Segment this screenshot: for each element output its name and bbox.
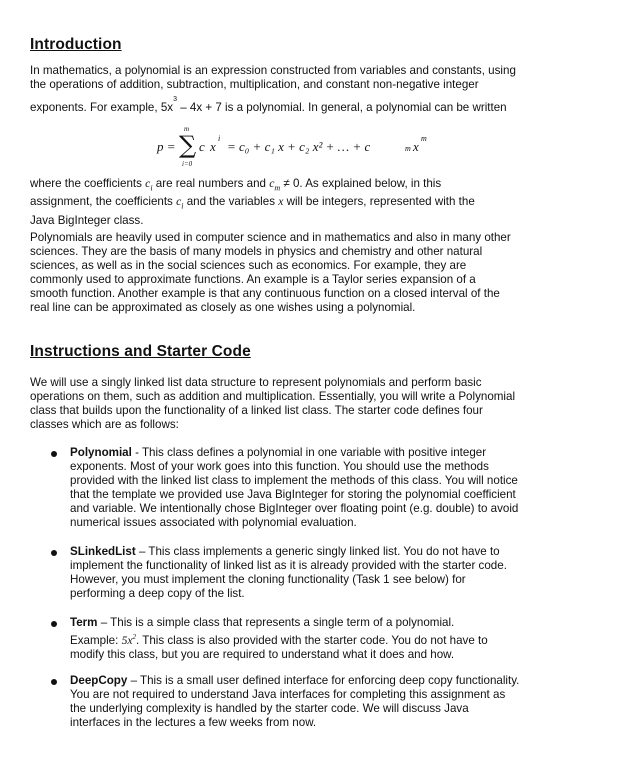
text-fragment: – 4x + 7 is a polynomial. In general, a polynomial can be written bbox=[176, 100, 507, 114]
class-name: Polynomial bbox=[70, 446, 132, 459]
text-fragment: Example: bbox=[70, 633, 122, 647]
bullet-marker bbox=[51, 550, 57, 556]
text-line: modify this class, but you are required to understand what it does and how. bbox=[70, 647, 455, 661]
text-line: real line can be approximated as closely as one wishes using a polynomial. bbox=[30, 301, 416, 314]
class-name: SLinkedList bbox=[70, 545, 136, 558]
exponent: 2 bbox=[132, 633, 137, 641]
text-line bbox=[70, 446, 560, 460]
bullet-item-slinkedlist bbox=[70, 545, 560, 601]
text-fragment: – This is a simple class that represents a single term of a polynomial. bbox=[97, 616, 455, 629]
bullet-item-polynomial bbox=[70, 446, 560, 530]
text-line: Polynomials are heavily used in computer science and in mathematics and also in many other bbox=[30, 231, 511, 244]
coefficient-symbol: c bbox=[269, 177, 275, 190]
rhs-subscript: m bbox=[405, 144, 411, 153]
text-line bbox=[30, 195, 575, 213]
subscript: i bbox=[150, 183, 153, 193]
coefficient-symbol: c bbox=[176, 195, 182, 209]
text-line bbox=[70, 674, 560, 688]
text-fragment: assignment, the coefficients bbox=[30, 195, 177, 209]
text-line bbox=[70, 616, 560, 630]
text-line: commonly used to approximate functions. An example is a Taylor series expansion of a bbox=[30, 273, 476, 286]
text-fragment: exponents. For example, 5x bbox=[30, 100, 174, 114]
text-fragment: ≠ 0. As explained below, in this bbox=[280, 177, 442, 190]
term-exponent: i bbox=[218, 134, 221, 143]
text-fragment: . This class is also provided with the starter code. You do not have to bbox=[136, 633, 488, 647]
text-fragment: – This is a small user defined interface for enforcing deep copy functionality. bbox=[127, 674, 520, 687]
text-line: You are not required to understand Java interfaces for completing this assignment as bbox=[70, 688, 506, 701]
text-fragment: – This class implements a generic singly linked list. You do not have to bbox=[135, 545, 500, 558]
text-fragment: - This class defines a polynomial in one variable with positive integer bbox=[131, 446, 487, 459]
term-variable: x bbox=[210, 139, 216, 154]
text-line: exponents. Most of your work goes into this function. You should use the methods bbox=[70, 460, 489, 473]
text-line: implement the functionality of linked list as it is already provided with the starter code. bbox=[70, 559, 507, 572]
text-line: provided with the linked list class to implement the methods of this class. You will notice bbox=[70, 474, 518, 487]
text-line: performing a deep copy of the list. bbox=[70, 587, 245, 600]
text-line: that the template we provided use Java BigInteger for storing the polynomial coefficient bbox=[70, 488, 516, 501]
sum-lower-limit: i=0 bbox=[182, 160, 193, 168]
intro-paragraph-1 bbox=[30, 64, 575, 115]
rhs-variable: x bbox=[413, 139, 419, 154]
formula-rhs: = c₀ + c₁ x + c₂ x² + … + c bbox=[227, 139, 371, 154]
text-line: operations on them, such as addition and multiplication. Essentially, you will write a Polynomial bbox=[30, 390, 516, 403]
section-title-instructions: Instructions and Starter Code bbox=[30, 343, 251, 360]
bullet-marker bbox=[51, 679, 57, 685]
bullet-marker bbox=[51, 621, 57, 627]
term-coefficient: c bbox=[199, 139, 205, 154]
bullet-marker bbox=[51, 451, 57, 457]
rhs-exponent: m bbox=[421, 134, 427, 143]
text-line: sciences. They are the basis of many models in physics and chemistry and other natural bbox=[30, 245, 483, 258]
text-line: and variable. We intentionally chose BigInteger over floating point (e.g. double) to avoid bbox=[70, 502, 519, 515]
bullet-item-deepcopy bbox=[70, 674, 560, 730]
text-line: class that builds upon the functionality of a linked list class. The starter code defines four bbox=[30, 404, 483, 417]
class-name: Term bbox=[70, 616, 98, 629]
sigma-symbol: ∑ bbox=[179, 131, 197, 159]
text-line bbox=[70, 630, 560, 648]
text-line: numerical issues associated with polynomial evaluation. bbox=[70, 516, 357, 529]
formula-lhs: p = bbox=[157, 139, 176, 154]
intro-paragraph-3 bbox=[30, 231, 575, 315]
text-line: In mathematics, a polynomial is an expression constructed from variables and constants, using bbox=[30, 64, 516, 77]
text-line: interfaces in the lectures a few weeks from now. bbox=[70, 716, 317, 729]
coefficient-symbol: c bbox=[145, 177, 151, 190]
variable-symbol: x bbox=[278, 195, 284, 209]
intro-paragraph-2 bbox=[30, 177, 575, 228]
text-fragment: where the coefficients bbox=[30, 177, 146, 190]
text-line bbox=[30, 177, 575, 195]
text-line: classes which are as follows: bbox=[30, 418, 179, 431]
text-line: sciences, as well as in the social sciences such as economics. For example, they are bbox=[30, 259, 467, 272]
text-line: smooth function. Another example is that any continuous function on a closed interval of the bbox=[30, 287, 500, 300]
text-line bbox=[30, 98, 575, 115]
bullet-item-term bbox=[70, 616, 560, 662]
text-line: the underlying complexity is handled by the starter code. We will discuss Java bbox=[70, 702, 469, 715]
class-name: DeepCopy bbox=[70, 674, 128, 687]
text-line bbox=[70, 545, 560, 559]
section-title-introduction: Introduction bbox=[30, 36, 122, 53]
text-fragment: will be integers, represented with the bbox=[283, 195, 475, 209]
sum-upper-limit: m bbox=[184, 125, 190, 133]
text-line: the operations of addition, subtraction, multiplication, and constant non-negative integer bbox=[30, 78, 479, 91]
instructions-paragraph bbox=[30, 376, 575, 432]
subscript: m bbox=[274, 183, 281, 193]
exponent: 3 bbox=[173, 96, 177, 103]
text-line: However, you must implement the cloning functionality (Task 1 see below) for bbox=[70, 573, 466, 586]
subscript: i bbox=[181, 201, 184, 211]
text-line: Java BigInteger class. bbox=[30, 213, 144, 227]
example-term: 5x bbox=[121, 633, 133, 647]
text-fragment: are real numbers and bbox=[152, 177, 270, 190]
text-line: We will use a singly linked list data structure to represent polynomials and perform basic bbox=[30, 376, 482, 389]
text-fragment: and the variables bbox=[183, 195, 279, 209]
